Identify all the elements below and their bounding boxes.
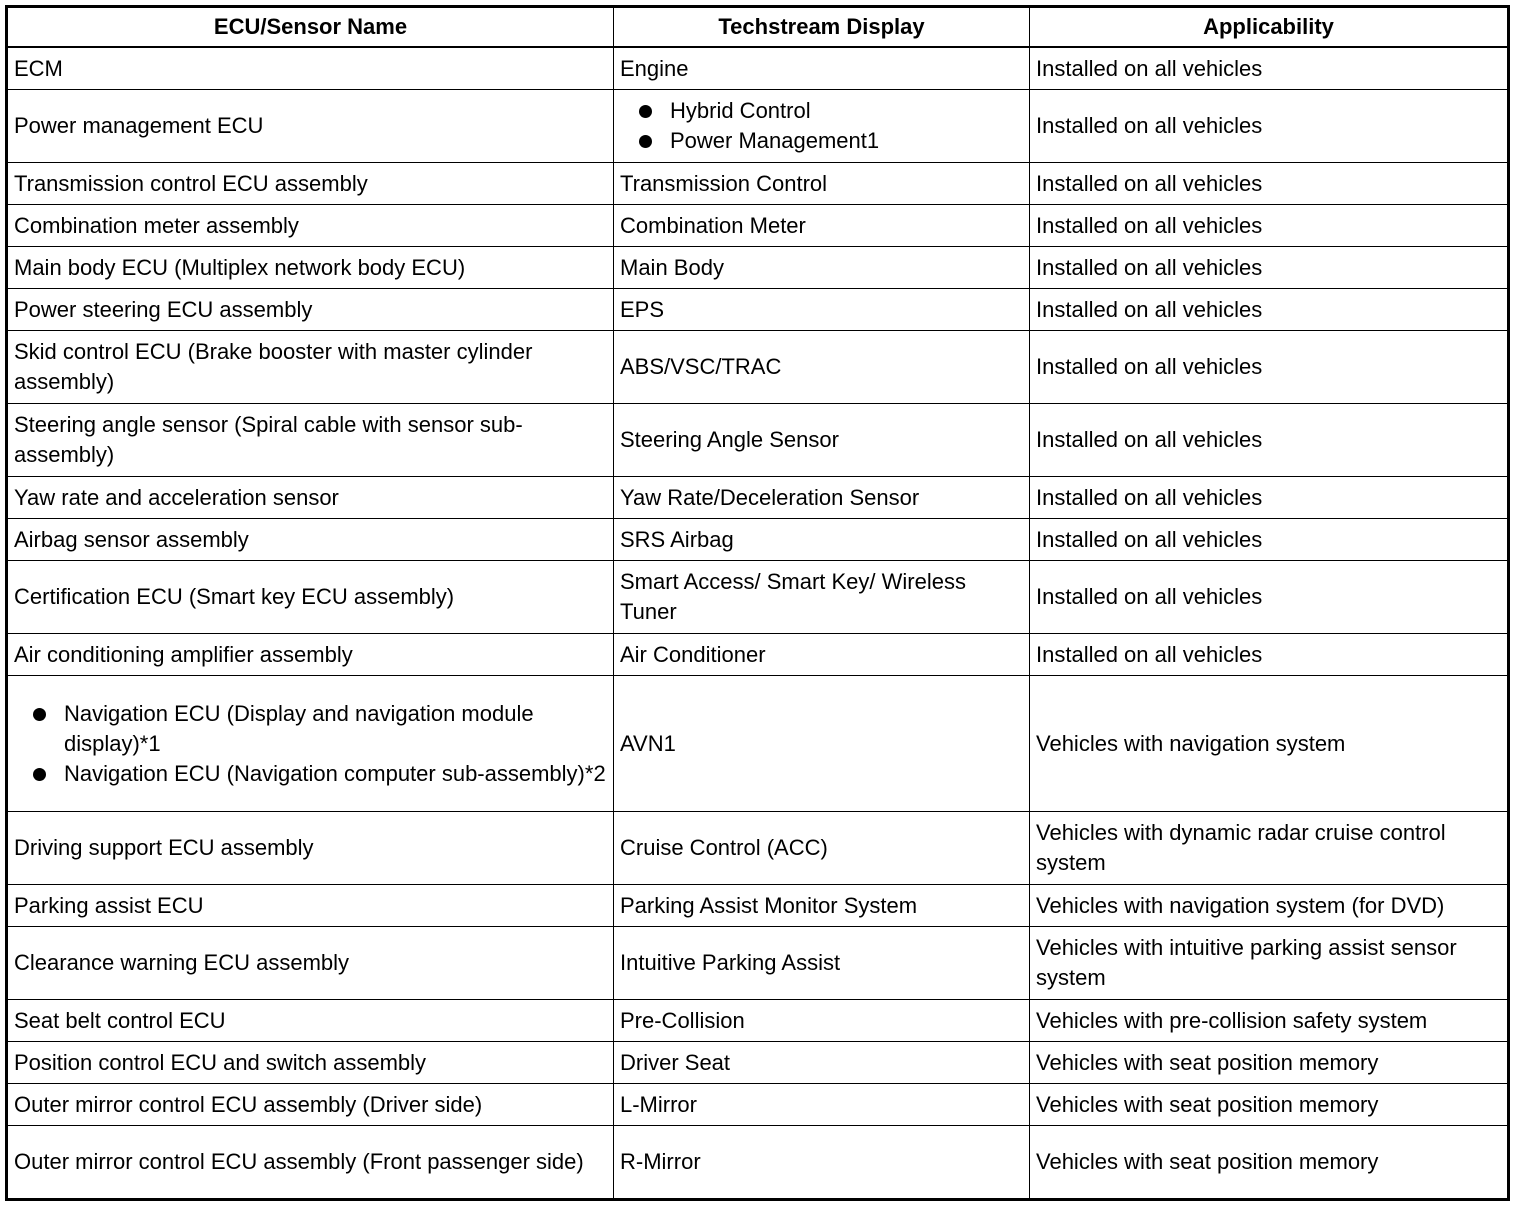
ecu-sensor-name-cell-text: Steering angle sensor (Spiral cable with sensor sub-assembly) [14, 412, 523, 467]
techstream-display-cell [614, 47, 1030, 90]
table-row [7, 1042, 1509, 1084]
table-row [7, 163, 1509, 205]
applicability-cell [1030, 247, 1509, 289]
applicability-cell-text: Installed on all vehicles [1036, 641, 1263, 667]
ecu-sensor-name-cell [7, 477, 614, 519]
table-row [7, 885, 1509, 927]
techstream-display-cell [614, 477, 1030, 519]
applicability-cell [1030, 289, 1509, 331]
ecu-sensor-name-cell-text: Yaw rate and acceleration sensor [14, 484, 339, 510]
ecu-sensor-name-cell [7, 519, 614, 561]
applicability-cell-text: Installed on all vehicles [1036, 113, 1263, 138]
applicability-cell-text: Installed on all vehicles [1036, 484, 1263, 510]
techstream-display-cell [614, 519, 1030, 561]
techstream-display-cell [614, 885, 1030, 927]
table-row [7, 1000, 1509, 1042]
techstream-display-cell [614, 331, 1030, 404]
techstream-display-cell-text: L-Mirror [620, 1091, 697, 1117]
techstream-display-cell-text: Yaw Rate/Deceleration Sensor [620, 484, 920, 510]
table-body [7, 47, 1509, 1200]
applicability-cell-text: Vehicles with intuitive parking assist sensor system [1036, 935, 1457, 990]
bullet-list [14, 699, 607, 789]
techstream-display-cell [614, 927, 1030, 1000]
table-row [7, 561, 1509, 634]
techstream-display-cell-text: Pre-Collision [620, 1007, 745, 1033]
ecu-sensor-name-cell-text: Power steering ECU assembly [14, 296, 313, 322]
bullet-item [620, 96, 1023, 126]
table-row [7, 477, 1509, 519]
applicability-cell-text: Installed on all vehicles [1036, 427, 1263, 452]
ecu-sensor-name-cell-text: Outer mirror control ECU assembly (Front passenger side) [14, 1149, 584, 1174]
table-row [7, 331, 1509, 404]
applicability-cell-text: Installed on all vehicles [1036, 584, 1263, 609]
applicability-cell-text: Vehicles with navigation system (for DVD) [1036, 892, 1445, 918]
bullet-text: Navigation ECU (Display and navigation module display)*1 [64, 700, 534, 756]
ecu-sensor-name-cell [7, 90, 614, 163]
techstream-display-cell-text: Combination Meter [620, 212, 806, 238]
techstream-display-cell-text: SRS Airbag [620, 526, 734, 552]
table-row [7, 247, 1509, 289]
bullet-icon [639, 135, 652, 148]
ecu-sensor-name-cell [7, 1042, 614, 1084]
applicability-cell [1030, 676, 1509, 812]
applicability-cell [1030, 519, 1509, 561]
applicability-cell [1030, 634, 1509, 676]
techstream-display-cell [614, 1126, 1030, 1200]
techstream-display-cell [614, 1042, 1030, 1084]
ecu-sensor-name-cell [7, 163, 614, 205]
applicability-cell-text: Installed on all vehicles [1036, 296, 1263, 322]
ecu-sensor-name-cell [7, 634, 614, 676]
applicability-cell-text: Vehicles with navigation system [1036, 730, 1346, 756]
table-row [7, 90, 1509, 163]
applicability-cell [1030, 812, 1509, 885]
ecu-sensor-name-cell [7, 927, 614, 1000]
ecu-sensor-name-cell [7, 331, 614, 404]
techstream-display-cell-text: Main Body [620, 254, 724, 280]
ecu-sensor-name-cell [7, 205, 614, 247]
bullet-text: Hybrid Control [670, 98, 811, 123]
techstream-display-cell [614, 634, 1030, 676]
table-row [7, 289, 1509, 331]
column-header-ecu-sensor-name: ECU/Sensor Name [7, 7, 614, 48]
applicability-cell-text: Installed on all vehicles [1036, 170, 1263, 196]
column-header-applicability: Applicability [1030, 7, 1509, 48]
table-row [7, 1126, 1509, 1200]
techstream-display-cell-text: ABS/VSC/TRAC [620, 354, 782, 379]
applicability-cell-text: Installed on all vehicles [1036, 55, 1263, 81]
bullet-item [14, 699, 607, 759]
applicability-cell [1030, 90, 1509, 163]
techstream-display-cell [614, 289, 1030, 331]
ecu-sensor-name-cell [7, 47, 614, 90]
table-row [7, 1084, 1509, 1126]
table-row [7, 519, 1509, 561]
techstream-display-cell [614, 404, 1030, 477]
bullet-item [14, 759, 607, 789]
column-header-techstream-display: Techstream Display [614, 7, 1030, 48]
applicability-cell [1030, 47, 1509, 90]
techstream-display-cell-text: Air Conditioner [620, 641, 766, 667]
ecu-sensor-name-cell-text: Combination meter assembly [14, 212, 299, 238]
techstream-display-cell-text: Intuitive Parking Assist [620, 950, 841, 975]
applicability-cell-text: Installed on all vehicles [1036, 254, 1263, 280]
bullet-icon [33, 768, 46, 781]
applicability-cell-text: Vehicles with seat position memory [1036, 1149, 1379, 1174]
ecu-sensor-name-cell [7, 1084, 614, 1126]
table-row [7, 927, 1509, 1000]
ecu-sensor-name-cell-text: Certification ECU (Smart key ECU assembly) [14, 584, 455, 609]
ecu-sensor-name-cell [7, 676, 614, 812]
techstream-display-cell [614, 90, 1030, 163]
applicability-cell-text: Vehicles with dynamic radar cruise control system [1036, 820, 1446, 875]
bullet-item [620, 126, 1023, 156]
techstream-display-cell-text: EPS [620, 296, 665, 322]
ecu-sensor-table [5, 5, 1510, 1201]
ecu-sensor-name-cell-text: ECM [14, 55, 63, 81]
applicability-cell [1030, 331, 1509, 404]
applicability-cell-text: Vehicles with seat position memory [1036, 1091, 1379, 1117]
table-row [7, 47, 1509, 90]
techstream-display-cell [614, 812, 1030, 885]
bullet-list [620, 96, 1023, 156]
applicability-cell [1030, 927, 1509, 1000]
applicability-cell-text: Installed on all vehicles [1036, 354, 1263, 379]
techstream-display-cell-text: AVN1 [620, 730, 676, 756]
ecu-sensor-name-cell [7, 247, 614, 289]
applicability-cell [1030, 477, 1509, 519]
techstream-display-cell [614, 163, 1030, 205]
techstream-display-cell-text: Smart Access/ Smart Key/ Wireless Tuner [620, 569, 966, 624]
applicability-cell [1030, 404, 1509, 477]
ecu-sensor-name-cell [7, 404, 614, 477]
applicability-cell [1030, 1042, 1509, 1084]
applicability-cell [1030, 205, 1509, 247]
table-row [7, 205, 1509, 247]
techstream-display-cell [614, 205, 1030, 247]
bullet-icon [639, 105, 652, 118]
applicability-cell-text: Vehicles with seat position memory [1036, 1049, 1379, 1075]
applicability-cell [1030, 1084, 1509, 1126]
techstream-display-cell-text: Steering Angle Sensor [620, 427, 839, 452]
ecu-sensor-name-cell [7, 1126, 614, 1200]
table-row [7, 404, 1509, 477]
applicability-cell [1030, 1126, 1509, 1200]
table-row [7, 676, 1509, 812]
ecu-sensor-name-cell-text: Skid control ECU (Brake booster with master cylinder assembly) [14, 339, 533, 394]
bullet-icon [33, 708, 46, 721]
ecu-sensor-name-cell [7, 289, 614, 331]
ecu-sensor-name-cell-text: Power management ECU [14, 113, 264, 138]
ecu-sensor-name-cell-text: Driving support ECU assembly [14, 835, 314, 860]
techstream-display-cell-text: Cruise Control (ACC) [620, 835, 828, 860]
applicability-cell [1030, 885, 1509, 927]
techstream-display-cell-text: Engine [620, 55, 689, 81]
techstream-display-cell [614, 1084, 1030, 1126]
ecu-sensor-name-cell-text: Main body ECU (Multiplex network body ECU) [14, 254, 466, 280]
table-row [7, 812, 1509, 885]
techstream-display-cell [614, 561, 1030, 634]
ecu-sensor-name-cell-text: Outer mirror control ECU assembly (Driver side) [14, 1091, 483, 1117]
techstream-display-cell [614, 247, 1030, 289]
techstream-display-cell [614, 1000, 1030, 1042]
ecu-sensor-name-cell-text: Position control ECU and switch assembly [14, 1049, 427, 1075]
ecu-sensor-name-cell-text: Airbag sensor assembly [14, 526, 249, 552]
applicability-cell [1030, 561, 1509, 634]
table-row [7, 634, 1509, 676]
applicability-cell [1030, 1000, 1509, 1042]
ecu-sensor-name-cell [7, 812, 614, 885]
techstream-display-cell-text: Transmission Control [620, 170, 828, 196]
applicability-cell-text: Installed on all vehicles [1036, 526, 1263, 552]
applicability-cell-text: Installed on all vehicles [1036, 212, 1263, 238]
techstream-display-cell [614, 676, 1030, 812]
applicability-cell [1030, 163, 1509, 205]
ecu-sensor-name-cell [7, 561, 614, 634]
table-header-row [7, 7, 1509, 48]
techstream-display-cell-text: R-Mirror [620, 1149, 701, 1174]
ecu-sensor-name-cell-text: Clearance warning ECU assembly [14, 950, 350, 975]
bullet-text: Power Management1 [670, 128, 880, 153]
techstream-display-cell-text: Driver Seat [620, 1049, 731, 1075]
ecu-sensor-name-cell-text: Seat belt control ECU [14, 1007, 226, 1033]
applicability-cell-text: Vehicles with pre-collision safety system [1036, 1007, 1428, 1033]
ecu-sensor-name-cell-text: Parking assist ECU [14, 892, 204, 918]
ecu-sensor-name-cell-text: Air conditioning amplifier assembly [14, 641, 353, 667]
bullet-text: Navigation ECU (Navigation computer sub-assembly)*2 [64, 760, 606, 786]
techstream-display-cell-text: Parking Assist Monitor System [620, 892, 918, 918]
ecu-sensor-name-cell [7, 885, 614, 927]
ecu-sensor-name-cell [7, 1000, 614, 1042]
ecu-sensor-name-cell-text: Transmission control ECU assembly [14, 170, 368, 196]
